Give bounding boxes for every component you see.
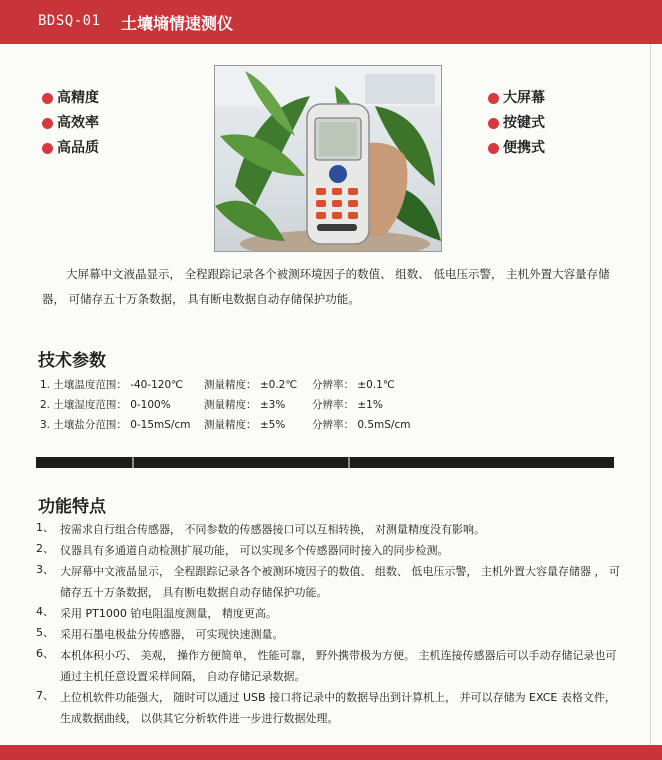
function-number: 5、 (36, 626, 54, 639)
product-model: BDSQ-01 (38, 13, 101, 29)
function-text: 采用石墨电极盐分传感器， 可实现快速测量。 (60, 628, 284, 641)
spec-accuracy: 测量精度： ±0.2℃ (204, 379, 298, 391)
spec-item: 3. 土壤盐分范围： 0-15mS/cm (40, 419, 191, 431)
bullet-dot-icon (488, 118, 499, 129)
header-banner (0, 0, 662, 44)
feature-bullet: 高效率 (42, 111, 99, 136)
product-photo (214, 65, 442, 252)
feature-bullet: 大屏幕 (488, 86, 545, 111)
bullet-dot-icon (488, 93, 499, 104)
function-number: 7、 (36, 689, 54, 702)
footer-bar (0, 745, 662, 760)
function-number: 2、 (36, 542, 54, 555)
spec-resolution: 分辨率： 0.5mS/cm (312, 419, 411, 431)
product-name: 土壤墒情速测仪 (121, 14, 234, 33)
function-text: 上位机软件功能强大， 随时可以通过 USB 接口将记录中的数据导出到计算机上， 并可以存储为 EXCE 表格文件， 生成数据曲线， 以供其它分析软件进一步进行数据处理。 (60, 691, 616, 725)
feature-bullet: 便携式 (488, 136, 545, 161)
intro-paragraph: 大屏幕中文液晶显示， 全程跟踪记录各个被测环境因子的数值、 组数、 低电压示警， 主机外置大容量存储器， 可储存五十万条数据， 具有断电数据自动存储保护功能。 (42, 267, 610, 306)
bullet-dot-icon (42, 118, 53, 129)
meter-with-plant-illustration (215, 66, 441, 251)
specs-heading: 技术参数 (38, 351, 106, 371)
function-number: 1、 (36, 521, 54, 534)
feature-bullet: 高精度 (42, 86, 99, 111)
bullet-dot-icon (42, 93, 53, 104)
spec-item: 2. 土壤湿度范围： 0-100% (40, 399, 171, 411)
spec-accuracy: 测量精度： ±5% (204, 419, 286, 431)
spec-resolution: 分辨率： ±1% (312, 399, 383, 411)
feature-bullet: 按键式 (488, 111, 545, 136)
function-text: 采用 PT1000 铂电阻温度测量， 精度更高。 (60, 607, 277, 620)
function-text: 本机体积小巧、 美观， 操作方便简单， 性能可靠， 野外携带极为方便。 主机连接传感器后可以手动存储记录也可通过主机任意设置采样间隔， 自动存储记录数据。 (60, 649, 617, 683)
page-edge-line (650, 44, 651, 745)
spec-item: 1. 土壤温度范围： -40-120℃ (40, 379, 183, 391)
function-text: 仪器具有多通道自动检测扩展功能， 可以实现多个传感器同时接入的同步检测。 (60, 544, 449, 557)
functions-heading: 功能特点 (38, 497, 106, 517)
function-number: 3、 (36, 563, 54, 576)
function-text: 大屏幕中文液晶显示， 全程跟踪记录各个被测环境因子的数值、 组数、 低电压示警， 主机外置大容量存储器 ， 可储存五十万条数据， 具有断电数据自动存储保护功能。 (60, 565, 620, 599)
spec-resolution: 分辨率： ±0.1℃ (312, 379, 395, 391)
section-divider (36, 457, 614, 468)
feature-bullet: 高品质 (42, 136, 99, 161)
feature-bullets-left (42, 86, 99, 161)
bullet-dot-icon (488, 143, 499, 154)
bullet-dot-icon (42, 143, 53, 154)
function-text: 按需求自行组合传感器， 不同参数的传感器接口可以互相转换， 对测量精度没有影响。 (60, 523, 485, 536)
function-number: 4、 (36, 605, 54, 618)
spec-accuracy: 测量精度： ±3% (204, 399, 286, 411)
feature-bullets-right (488, 86, 545, 161)
function-number: 6、 (36, 647, 54, 660)
